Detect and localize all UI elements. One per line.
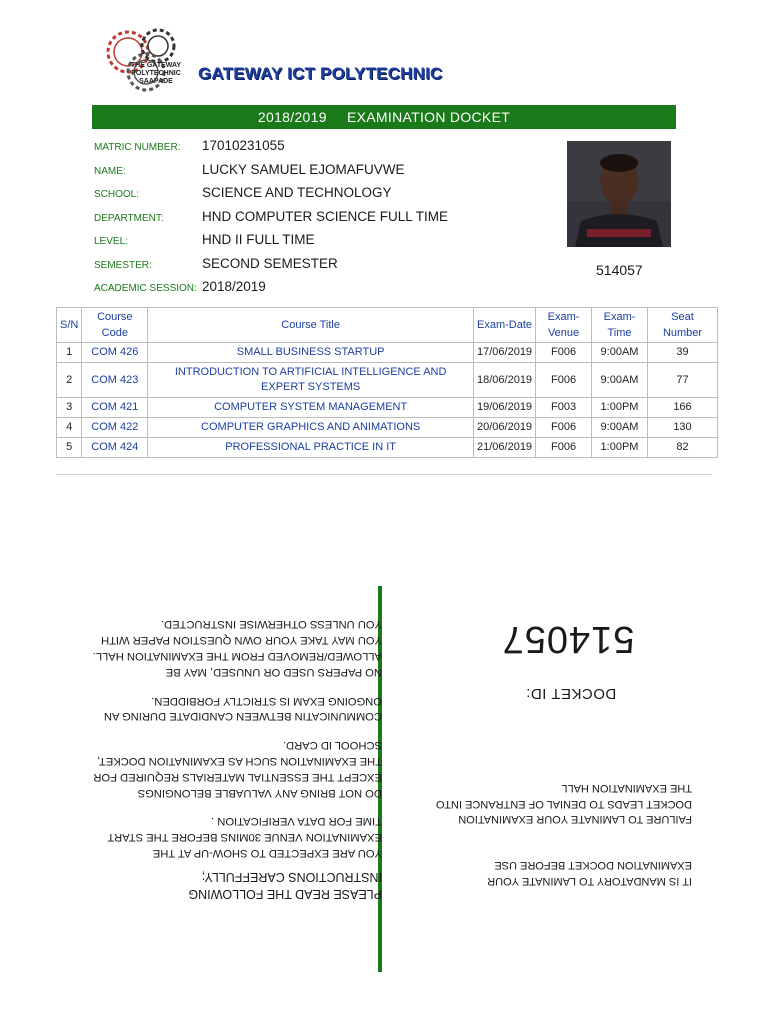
- table-row: [57, 363, 718, 398]
- header-seat-number: Seat Number: [648, 308, 718, 343]
- cell-sn: 3: [57, 398, 82, 418]
- cell-exam-time: 1:00PM: [592, 398, 648, 418]
- cell-course-code: COM 423: [82, 363, 148, 398]
- cell-exam-venue: F003: [536, 398, 592, 418]
- instruction-item: DO NOT BRING ANY VALUABLE BELONGINGS EXCEPT THE ESSENTIAL MATERIALS REQUIRED FOR THE EXAMINATION SUCH AS EXAMINATION DOCKET, SCHOOL ID CARD.: [93, 739, 382, 799]
- cell-exam-time: 1:00PM: [592, 438, 648, 458]
- cell-seat-number: 166: [648, 398, 718, 418]
- cell-exam-date: 20/06/2019: [474, 418, 536, 438]
- info-value: 2018/2019: [202, 279, 266, 294]
- instruction-item: YOU ARE EXPECTED TO SHOW-UP AT THE EXAMINATION VENUE 30MINS BEFORE THE START TIME FOR DATA VERIFICATION .: [107, 815, 382, 859]
- docket-id-label: DOCKET ID:: [525, 685, 617, 702]
- docket-title-bar: [92, 105, 676, 129]
- cell-exam-venue: F006: [536, 363, 592, 398]
- cell-exam-time: 9:00AM: [592, 363, 648, 398]
- session-label: 2018/2019: [257, 109, 327, 125]
- info-value: HND COMPUTER SCIENCE FULL TIME: [202, 208, 449, 224]
- info-row-school: [92, 185, 562, 207]
- header-course-code: Course Code: [82, 308, 148, 343]
- logo-line-3: SAAPADE: [139, 78, 173, 85]
- table-row: [57, 343, 718, 363]
- cell-seat-number: 82: [648, 438, 718, 458]
- cell-course-title: COMPUTER GRAPHICS AND ANIMATIONS: [148, 418, 474, 438]
- student-photo: [567, 141, 671, 247]
- student-portrait-icon: [567, 141, 671, 247]
- cell-exam-date: 18/06/2019: [474, 363, 536, 398]
- info-value: LUCKY SAMUEL EJOMAFUVWE: [202, 161, 405, 177]
- cell-exam-time: 9:00AM: [592, 418, 648, 438]
- info-label: DEPARTMENT:: [94, 212, 164, 224]
- header-exam-venue: Exam-Venue: [536, 308, 592, 343]
- header-exam-time: Exam-Time: [592, 308, 648, 343]
- table-row: [57, 398, 718, 418]
- info-value: HND II FULL TIME: [202, 232, 315, 247]
- course-table: [56, 307, 718, 458]
- instruction-item: COMMUNICATIN BETWEEN CANDIDATE DURING AN ONGOING EXAM IS STRICTLY FORBIDDEN.: [103, 694, 382, 723]
- section-divider: [56, 474, 712, 475]
- note-item: IT IS MANDATORY TO LAMINATE YOUR EXAMINATION DOCKET BEFORE USE: [487, 859, 692, 887]
- info-label: LEVEL:: [94, 236, 128, 247]
- cell-sn: 4: [57, 418, 82, 438]
- table-row: [57, 438, 718, 458]
- cell-exam-venue: F006: [536, 343, 592, 363]
- cell-course-code: COM 421: [82, 398, 148, 418]
- cell-course-title: COMPUTER SYSTEM MANAGEMENT: [148, 398, 474, 418]
- info-label: NAME:: [94, 165, 126, 177]
- info-row-semester: [92, 256, 562, 278]
- logo-line-1: THE GATEWAY: [130, 62, 182, 69]
- cell-course-title: INTRODUCTION TO ARTIFICIAL INTELLIGENCE AND EXPERT SYSTEMS: [148, 363, 474, 398]
- school-name: GATEWAY ICT POLYTECHNIC: [198, 64, 443, 83]
- lamination-notes: [432, 749, 692, 888]
- cell-course-code: COM 424: [82, 438, 148, 458]
- instructions-heading: PLEASE READ THE FOLLOWING INSTRUCTIONS CAREFFULLY;: [188, 870, 382, 901]
- cell-sn: 5: [57, 438, 82, 458]
- table-row: [57, 418, 718, 438]
- cell-exam-date: 19/06/2019: [474, 398, 536, 418]
- cell-seat-number: 39: [648, 343, 718, 363]
- cell-course-code: COM 426: [82, 343, 148, 363]
- cell-seat-number: 130: [648, 418, 718, 438]
- cell-course-title: SMALL BUSINESS STARTUP: [148, 343, 474, 363]
- docket-id-number: 514057: [501, 618, 635, 660]
- info-value: SCIENCE AND TECHNOLOGY: [202, 185, 392, 200]
- info-row-matric: [92, 138, 562, 160]
- info-value: 17010231055: [202, 138, 285, 153]
- cell-course-title: PROFESSIONAL PRACTICE IN IT: [148, 438, 474, 458]
- instructions-list: [92, 603, 382, 902]
- cell-exam-venue: F006: [536, 418, 592, 438]
- info-label: MATRIC NUMBER:: [94, 142, 181, 153]
- docket-title: EXAMINATION DOCKET: [347, 109, 511, 125]
- header-course-title: Course Title: [148, 308, 474, 343]
- info-label: SCHOOL:: [94, 189, 140, 200]
- cell-sn: 1: [57, 343, 82, 363]
- info-label: ACADEMIC SESSION:: [94, 283, 197, 294]
- info-row-name: [92, 162, 562, 184]
- docket-id-small: 514057: [596, 262, 643, 278]
- cell-exam-venue: F006: [536, 438, 592, 458]
- logo-line-2: POLYTECHNIC: [131, 70, 181, 77]
- cell-seat-number: 77: [648, 363, 718, 398]
- cell-course-code: COM 422: [82, 418, 148, 438]
- header-sn: S/N: [57, 308, 82, 343]
- header-exam-date: Exam-Date: [474, 308, 536, 343]
- cell-exam-date: 17/06/2019: [474, 343, 536, 363]
- logo-text: [128, 62, 184, 86]
- cell-exam-time: 9:00AM: [592, 343, 648, 363]
- info-row-level: [92, 232, 562, 254]
- info-value: SECOND SEMESTER: [202, 255, 338, 271]
- table-header-row: [57, 308, 718, 343]
- cell-sn: 2: [57, 363, 82, 398]
- info-label: SEMESTER:: [94, 259, 152, 271]
- cell-exam-date: 21/06/2019: [474, 438, 536, 458]
- info-row-department: [92, 209, 562, 231]
- note-item: FAILURE TO LAMINATE YOUR EXAMINATION DOCKET LEADS TO DENIAL OF ENTRANCE INTO THE EXAMINATION HALL: [435, 781, 692, 826]
- instruction-item: NO PAPERS USED OR UNUSED, MAY BE ALLOWED/REMOVED FROM THE EXAMINATION HALL. YOU MAY TAKE YOUR OWN QUESTION PAPER WITH YOU UNLESS OTHERWISE INSTRUCTED.: [92, 618, 382, 678]
- instructions-section: [0, 480, 768, 1024]
- info-row-session: [92, 279, 562, 301]
